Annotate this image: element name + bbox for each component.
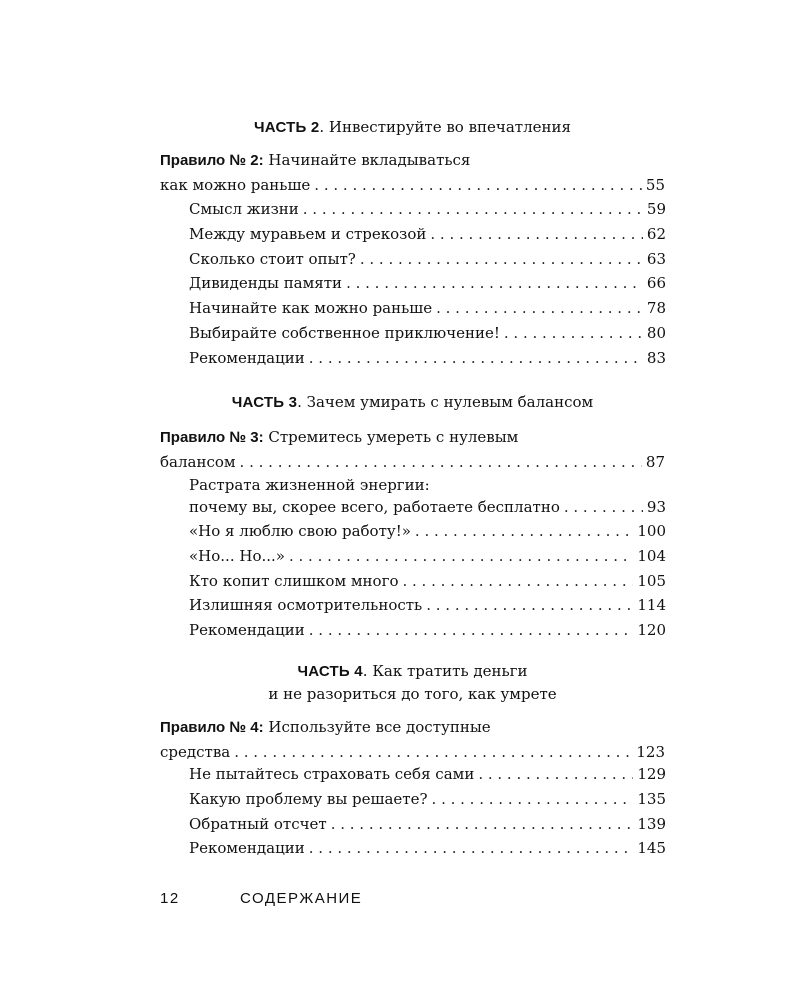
toc-entry[interactable]: Дивиденды памяти . . . 66 (189, 274, 666, 299)
part-label: ЧАСТЬ 4 (297, 663, 363, 680)
footer-page-number: 12 (160, 890, 180, 907)
part-2-heading (160, 116, 665, 139)
part-3-heading (160, 391, 665, 414)
rule-3[interactable] (160, 425, 665, 474)
footer-section-title: СОДЕРЖАНИЕ (240, 890, 363, 907)
toc-entry[interactable]: «Но... Но...» . . . 104 (189, 547, 666, 572)
leader-dots (478, 765, 633, 783)
rule-4[interactable] (160, 715, 665, 764)
toc-entry[interactable]: Какую проблему вы решаете? . . . 135 (189, 790, 666, 815)
rule-title-line2: средства (160, 743, 231, 761)
rule-title-line2: балансом (160, 453, 236, 471)
leader-dots (309, 349, 643, 367)
leader-dots (240, 450, 642, 474)
part-title: . Зачем умирать с нулевым балансом (297, 393, 594, 411)
part-title-line2: и не разориться до того, как умрете (268, 685, 557, 703)
toc-entry[interactable]: Не пытайтесь страховать себя сами . . . 129 (189, 765, 666, 790)
toc-entry[interactable]: Сколько стоит опыт? . . . 63 (189, 250, 666, 275)
page-number: 55 (645, 176, 665, 194)
leader-dots (346, 274, 643, 292)
page-footer (160, 890, 362, 907)
leader-dots (415, 522, 633, 540)
part-label: ЧАСТЬ 2 (254, 119, 320, 136)
rule-title-line2: как можно раньше (160, 176, 311, 194)
rule-label: Правило № 4: (160, 719, 264, 736)
leader-dots (426, 596, 633, 614)
page-number: 87 (645, 453, 665, 471)
rule-2[interactable] (160, 148, 665, 197)
toc-entry[interactable]: Излишняя осмотрительность . . . 114 (189, 596, 666, 621)
leader-dots (436, 299, 643, 317)
part-title-line1: . Как тратить деньги (362, 662, 528, 680)
toc-entry[interactable]: Между муравьем и стрекозой . . . 62 (189, 225, 666, 250)
toc-entry[interactable]: Рекомендации . . . 145 (189, 839, 666, 864)
toc-entry[interactable]: Смысл жизни . . . 59 (189, 200, 666, 225)
part-2-entries (189, 200, 666, 374)
rule-label: Правило № 3: (160, 429, 264, 446)
leader-dots (309, 621, 634, 639)
leader-dots (430, 225, 643, 243)
toc-entry[interactable]: Рекомендации . . . 120 (189, 621, 666, 646)
leader-dots (289, 547, 633, 565)
toc-entry[interactable]: «Но я люблю свою работу!» . . . 100 (189, 522, 666, 547)
leader-dots (360, 250, 643, 268)
rule-title-line1: Начинайте вкладываться (263, 151, 471, 169)
leader-dots (432, 790, 634, 808)
rule-title-line1: Стремитесь умереть с нулевым (263, 428, 519, 446)
toc-entry[interactable]: Выбирайте собственное приключение! . . . 80 (189, 324, 666, 349)
toc-entry[interactable]: Кто копит слишком много . . . 105 (189, 572, 666, 597)
toc-entry[interactable]: Растрата жизненной энергии: почему вы, скорее всего, работаете бесплатно . . . 93 (189, 474, 666, 522)
leader-dots (504, 324, 643, 342)
page-number: 123 (636, 743, 665, 761)
leader-dots (309, 839, 634, 857)
leader-dots (331, 815, 634, 833)
part-title: . Инвестируйте во впечатления (319, 118, 571, 136)
part-label: ЧАСТЬ 3 (231, 394, 298, 411)
leader-dots (402, 572, 633, 590)
leader-dots (314, 173, 642, 197)
leader-dots (564, 496, 643, 518)
leader-dots (303, 200, 643, 218)
part-4-entries (189, 765, 666, 864)
part-3-entries (189, 474, 666, 646)
toc-entry[interactable]: Обратный отсчет . . . 139 (189, 815, 666, 840)
toc-entry[interactable]: Начинайте как можно раньше . . . 78 (189, 299, 666, 324)
leader-dots (234, 740, 632, 764)
rule-label: Правило № 2: (160, 152, 264, 169)
rule-title-line1: Используйте все доступные (263, 718, 491, 736)
part-4-heading (160, 660, 665, 705)
toc-entry[interactable]: Рекомендации . . . 83 (189, 349, 666, 374)
